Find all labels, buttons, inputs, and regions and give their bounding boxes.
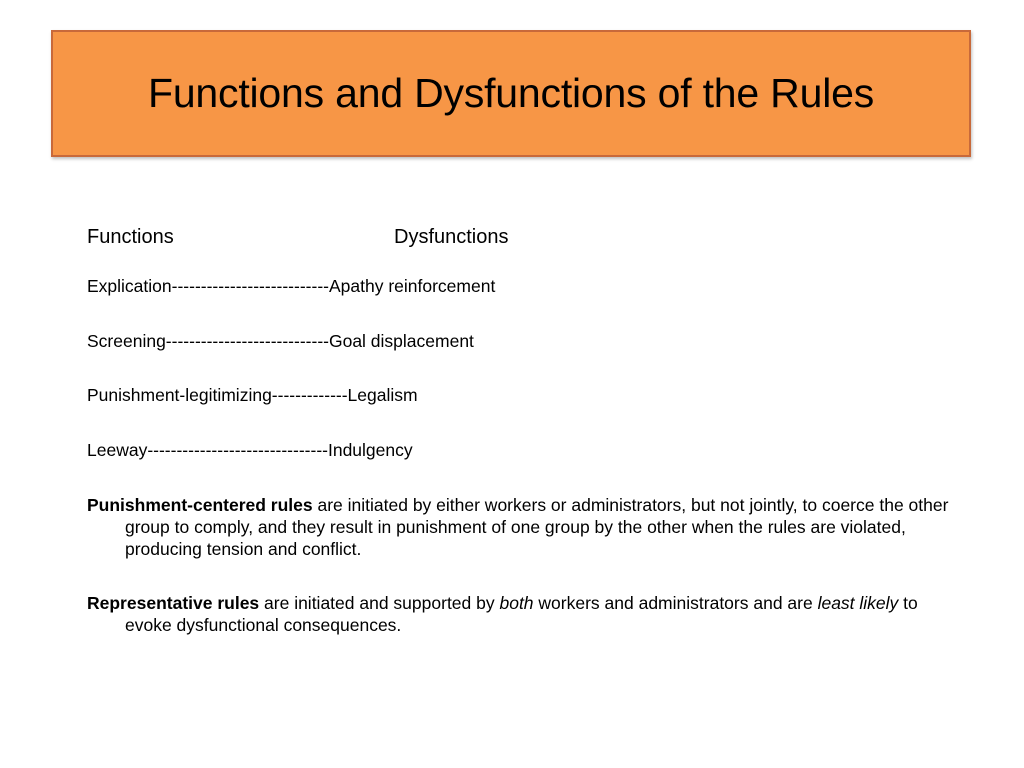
representative-text-1: are initiated and supported by [259, 593, 500, 613]
slide-body [87, 224, 967, 635]
representative-emphasis-least-likely: least likely [817, 593, 899, 613]
representative-term: Representative rules [87, 593, 260, 613]
column-headers [87, 224, 967, 254]
representative-text-3: to evoke dysfunctional consequences. [125, 593, 918, 635]
title-banner [51, 30, 971, 157]
functions-header: Functions [87, 226, 174, 248]
punishment-centered-term: Punishment-centered rules [87, 495, 313, 515]
punishment-centered-paragraph [87, 494, 967, 560]
pair-screening: Screening----------------------------Goal displacement [87, 331, 474, 351]
pair-leeway: Leeway-------------------------------Indulgency [87, 440, 413, 460]
pair-punishment-legitimizing: Punishment-legitimizing-------------Legalism [87, 385, 418, 405]
representative-emphasis-both: both [499, 593, 534, 613]
pair-explication: Explication---------------------------Apathy reinforcement [87, 276, 496, 296]
punishment-centered-text: are initiated by either workers or administrators, but not jointly, to coerce the other group to comply, and they result in punishment of one group by the other when the rules are violated, producing tension and conflict. [125, 495, 949, 559]
representative-text-2: workers and administrators and are [533, 593, 818, 613]
dysfunctions-header: Dysfunctions [394, 226, 509, 248]
representative-paragraph [87, 592, 967, 636]
slide-title: Functions and Dysfunctions of the Rules [147, 70, 875, 116]
